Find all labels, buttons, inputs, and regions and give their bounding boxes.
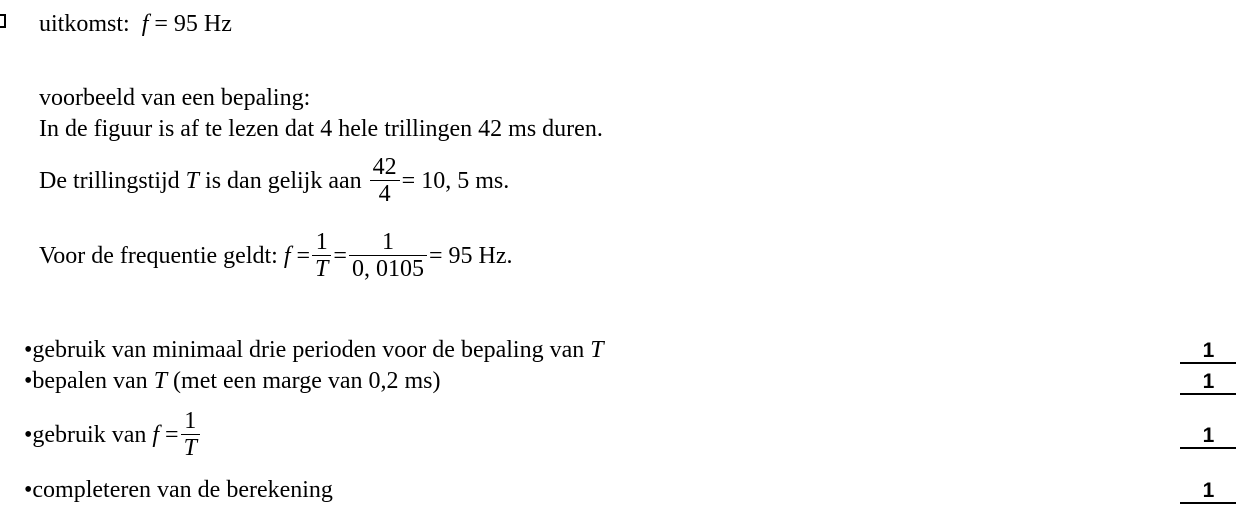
criterion-1 bbox=[24, 338, 604, 362]
criterion-4 bbox=[24, 478, 333, 502]
criterion-text: completeren van de berekening bbox=[32, 477, 333, 503]
period-num: 42 bbox=[372, 153, 397, 180]
answer-line bbox=[39, 12, 232, 36]
freq-fraction2 bbox=[349, 230, 427, 283]
criterion-var: T bbox=[590, 337, 604, 363]
freq-num1: 1 bbox=[315, 228, 328, 255]
criterion-2 bbox=[24, 369, 441, 393]
period-line bbox=[39, 148, 509, 214]
answer-value: 95 Hz bbox=[173, 11, 232, 37]
criterion-fraction bbox=[181, 409, 200, 462]
criterion-den: T bbox=[181, 434, 200, 461]
answer-label: uitkomst: bbox=[39, 11, 130, 37]
score-2: 1 bbox=[1180, 371, 1236, 395]
bullet: • bbox=[24, 422, 33, 448]
answer-var: f bbox=[141, 11, 149, 37]
freq-den1: T bbox=[312, 255, 331, 282]
example-line1: In de figuur is af te lezen dat 4 hele trillingen 42 ms duren. bbox=[39, 116, 603, 142]
bullet: • bbox=[24, 337, 33, 363]
freq-eq1: = bbox=[296, 243, 311, 269]
criterion-var: T bbox=[153, 368, 168, 394]
criterion-num: 1 bbox=[184, 407, 197, 434]
freq-eq2: = bbox=[333, 243, 347, 269]
checkbox-icon bbox=[0, 14, 6, 28]
period-den: 4 bbox=[370, 180, 400, 207]
criterion-text: bepalen van bbox=[32, 368, 148, 394]
answer-eq: = bbox=[154, 11, 168, 37]
score-1: 1 bbox=[1180, 340, 1236, 364]
bullet: • bbox=[24, 368, 33, 394]
period-fraction bbox=[370, 155, 400, 208]
criterion-eq: = bbox=[165, 422, 179, 448]
period-result: = 10, 5 ms. bbox=[401, 168, 510, 194]
example-heading: voorbeeld van een bepaling: bbox=[39, 85, 311, 111]
bullet: • bbox=[24, 477, 33, 503]
freq-den2: 0, 0105 bbox=[349, 255, 427, 282]
criterion-text2: (met een marge van 0,2 ms) bbox=[173, 368, 441, 394]
score-4: 1 bbox=[1180, 480, 1236, 504]
period-var: T bbox=[185, 168, 200, 194]
criterion-text: gebruik van bbox=[32, 422, 147, 448]
criterion-var: f bbox=[152, 422, 160, 448]
freq-pre: Voor de frequentie geldt: bbox=[39, 243, 278, 269]
criterion-3 bbox=[24, 400, 202, 470]
score-3: 1 bbox=[1180, 425, 1236, 449]
period-pre: De trillingstijd bbox=[39, 168, 180, 194]
criterion-text: gebruik van minimaal drie perioden voor de bepaling van bbox=[32, 337, 585, 363]
freq-var: f bbox=[283, 243, 291, 269]
period-mid: is dan gelijk aan bbox=[205, 168, 362, 194]
freq-result: = 95 Hz. bbox=[428, 243, 513, 269]
freq-fraction1 bbox=[312, 230, 331, 283]
freq-line bbox=[39, 222, 512, 290]
freq-num2: 1 bbox=[381, 228, 394, 255]
